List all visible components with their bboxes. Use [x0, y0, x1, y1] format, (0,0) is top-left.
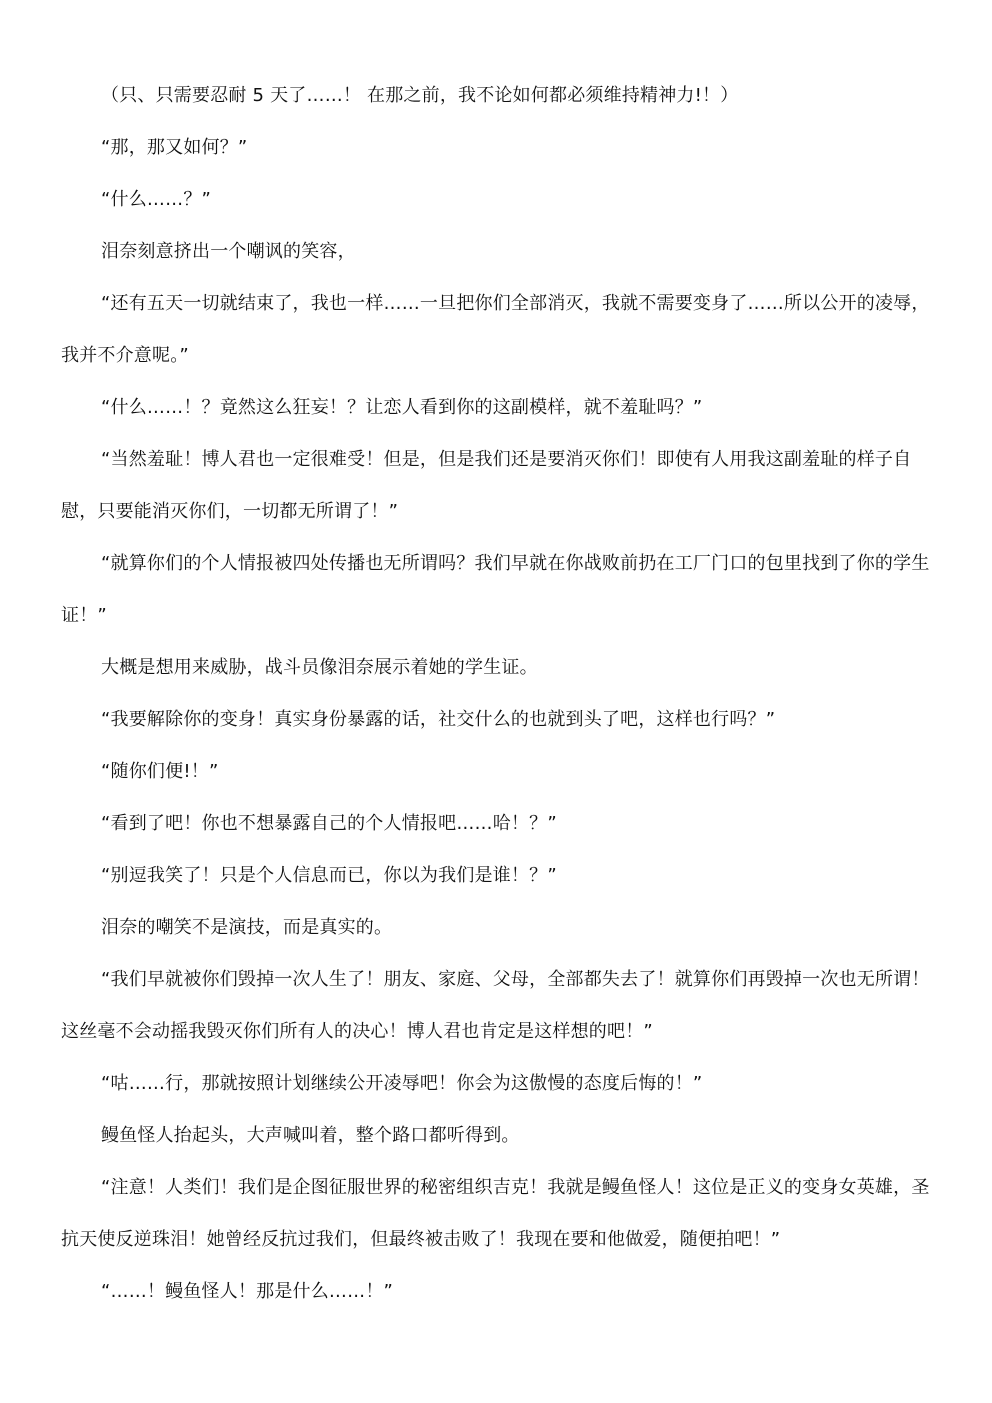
paragraph-8: “就算你们的个人情报被四处传播也无所谓吗？我们早就在你战败前扔在工厂门口的包里找到了你的学生证！”	[61, 553, 930, 626]
paragraph-15: “我们早就被你们毁掉一次人生了！朋友、家庭、父母，全部都失去了！就算你们再毁掉一次也无所谓！这丝毫不会动摇我毁灭你们所有人的决心！博人君也肯定是这样想的吧！”	[61, 969, 930, 1042]
paragraph-4: 泪奈刻意挤出一个嘲讽的笑容，	[101, 241, 356, 262]
document-body	[61, 70, 936, 1318]
paragraph-12: “看到了吧！你也不想暴露自己的个人情报吧……哈！？”	[101, 813, 557, 834]
paragraph-1: （只、只需要忍耐 5 天了……！ 在那之前，我不论如何都必须维持精神力!！）	[101, 85, 739, 106]
paragraph-7: “当然羞耻！博人君也一定很难受！但是，但是我们还是要消灭你们！即使有人用我这副羞耻的样子自慰，只要能消灭你们，一切都无所谓了！”	[61, 449, 912, 522]
paragraph-2: “那，那又如何？”	[101, 137, 248, 158]
paragraph-5: “还有五天一切就结束了，我也一样……一旦把你们全部消灭，我就不需要变身了……所以公开的凌辱，我并不介意呢。”	[61, 293, 930, 366]
paragraph-18: “注意！人类们！我们是企图征服世界的秘密组织吉克！我就是鳗鱼怪人！这位是正义的变身女英雄，圣抗天使反逆珠泪！她曾经反抗过我们，但最终被击败了！我现在要和他做爱，随便拍吧！”	[61, 1177, 930, 1250]
paragraph-17: 鳗鱼怪人抬起头，大声喊叫着，整个路口都听得到。	[101, 1125, 520, 1146]
paragraph-10: “我要解除你的变身！真实身份暴露的话，社交什么的也就到头了吧，这样也行吗？”	[101, 709, 776, 730]
paragraph-13: “别逗我笑了！只是个人信息而已，你以为我们是谁！？”	[101, 865, 557, 886]
paragraph-16: “咕……行，那就按照计划继续公开凌辱吧！你会为这傲慢的态度后悔的！”	[101, 1073, 703, 1094]
paragraph-19: “……！鳗鱼怪人！那是什么……！”	[101, 1281, 394, 1302]
paragraph-11: “随你们便!！”	[101, 761, 219, 782]
paragraph-3: “什么……？”	[101, 189, 212, 210]
paragraph-6: “什么……！？竟然这么狂妄！？让恋人看到你的这副模样，就不羞耻吗？”	[101, 397, 703, 418]
paragraph-9: 大概是想用来威胁，战斗员像泪奈展示着她的学生证。	[101, 657, 538, 678]
paragraph-14: 泪奈的嘲笑不是演技，而是真实的。	[101, 917, 393, 938]
